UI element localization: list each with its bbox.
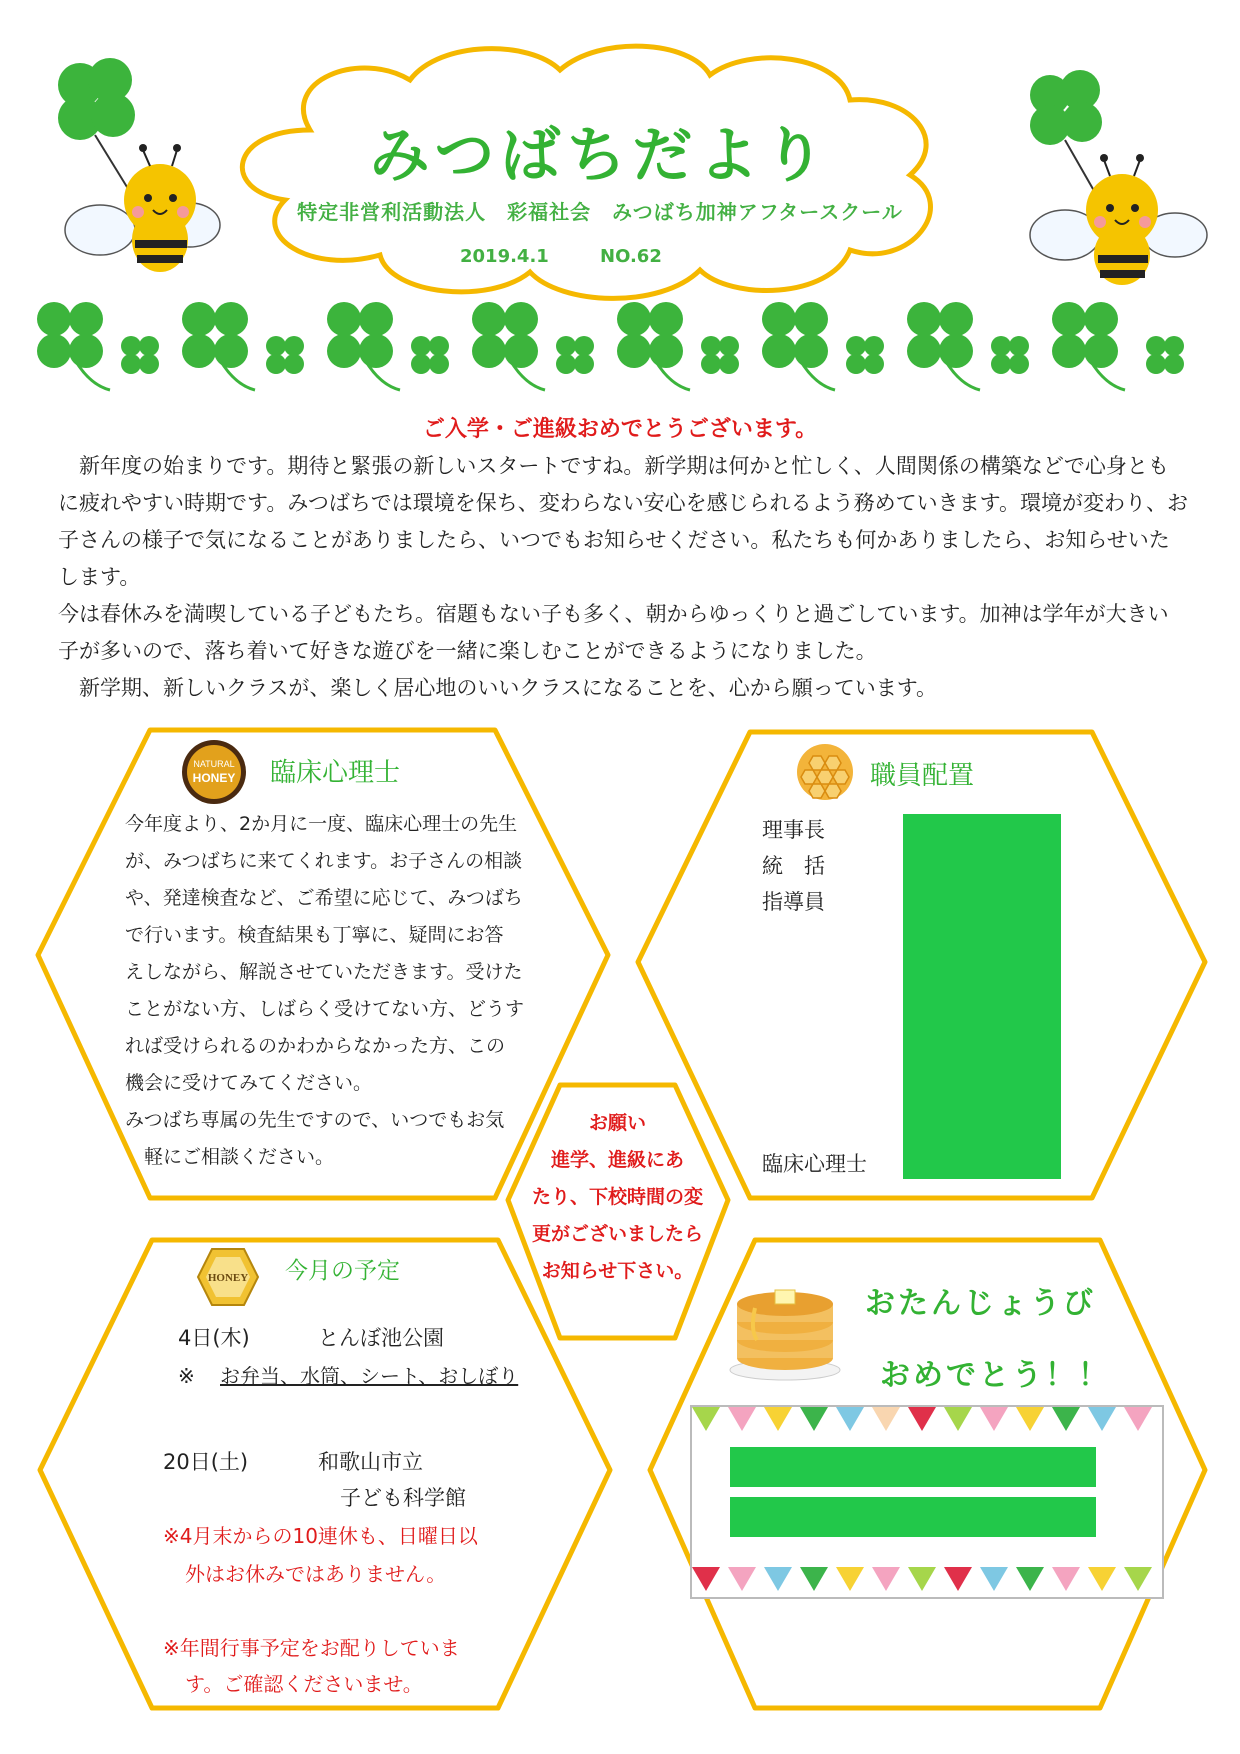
schedule-note: 外はお休みではありません。	[185, 1562, 447, 1586]
event-day: 20日(土)	[163, 1450, 249, 1474]
text-line: が、みつばちに来てくれます。お子さんの相談	[125, 850, 523, 872]
svg-text:HONEY: HONEY	[207, 1272, 249, 1284]
psychologist-heading: 臨床心理士	[270, 758, 401, 788]
bunting-bottom	[692, 1567, 1158, 1597]
pancake-icon	[725, 1270, 845, 1385]
request-title: お願い	[588, 1112, 646, 1134]
newsletter-title: みつばちだより	[369, 121, 831, 191]
staff-role: 理事長	[762, 818, 825, 842]
schedule-heading: 今月の予定	[285, 1258, 400, 1284]
birthday-greeting-line1: おたんじょうび	[865, 1286, 1096, 1321]
text-line: 機会に受けてみてください。	[125, 1072, 373, 1094]
text-line: ことがない方、しばらく受けてない方、どうす	[125, 998, 525, 1020]
birthday-greeting-line2: おめでとう！！	[880, 1358, 1111, 1393]
event-note: お弁当、水筒、シート、おしぼり	[220, 1364, 519, 1388]
text-line: みつばち専属の先生ですので、いつでもお気	[125, 1109, 505, 1131]
honey-badge-icon	[180, 738, 248, 806]
event-day: 4日(木)	[178, 1326, 250, 1350]
issue-date: 2019.4.1	[460, 246, 549, 267]
staff-heading: 職員配置	[870, 761, 975, 791]
schedule-note: ※4月末からの10連休も、日曜日以	[163, 1524, 478, 1548]
text-line: れば受けられるのかわからなかった方、この	[125, 1035, 506, 1057]
event-place: 和歌山市立	[318, 1450, 423, 1474]
request-note	[515, 1105, 720, 1290]
honeycomb-icon	[795, 742, 855, 802]
intro-paragraph: 今は春休みを満喫している子どもたち。宿題もない子も多く、朝からゆっくりと過ごしています。加神は学年が大きい子が多いので、落ち着いて好きな遊びを一緒に楽しむことができるようになりました。	[58, 602, 1169, 663]
staff-role: 指導員	[762, 890, 825, 914]
staff-role: 統 括	[762, 854, 825, 878]
svg-text:NATURAL: NATURAL	[193, 759, 235, 769]
organization-name: 特定非営利活動法人 彩福社会 みつばち加神アフタースクール	[297, 200, 903, 224]
text-line: で行います。検査結果も丁寧に、疑問にお答	[125, 924, 504, 946]
issue-number: NO.62	[600, 246, 662, 267]
schedule-note: ※年間行事予定をお配りしていま	[163, 1636, 460, 1660]
greeting-headline: ご入学・ご進級おめでとうございます。	[422, 417, 818, 442]
intro-paragraph: 新年度の始まりです。期待と緊張の新しいスタートですね。新学期は何かと忙しく、人間関係の構築などで心身ともに疲れやすい時期です。みつばちでは環境を保ち、変わらない安心を感じられるよう務めていきます。環境が変わり、お子さんの様子で気になることがありましたら、いつでもお知らせください。私たちも何かありましたら、お知らせいたします。	[58, 454, 1189, 589]
text-line: や、発達検査など、ご希望に応じて、みつばち	[125, 887, 523, 909]
psychologist-text	[125, 806, 545, 1176]
svg-text:HONEY: HONEY	[192, 771, 236, 785]
request-line: 進学、進級にあ	[550, 1149, 684, 1171]
redacted-birthday-name	[730, 1497, 1096, 1537]
intro-paragraph: 新学期、新しいクラスが、楽しく居心地のいいクラスになることを、心から願っています。	[58, 676, 938, 700]
redacted-birthday-name	[730, 1447, 1096, 1487]
request-line: たり、下校時間の変	[531, 1186, 703, 1208]
event-place: とんぼ池公園	[318, 1326, 444, 1350]
request-line: 更がございましたら	[531, 1223, 703, 1245]
bunting-top	[692, 1407, 1158, 1437]
text-line: 今年度より、2か月に一度、臨床心理士の先生	[125, 813, 518, 835]
redacted-staff-names	[903, 814, 1061, 1179]
schedule-note: す。ご確認くださいませ。	[185, 1672, 423, 1696]
request-line: お知らせ下さい。	[541, 1260, 694, 1282]
text-line: えしながら、解説させていただきます。受けた	[125, 961, 523, 983]
event-note-mark: ※	[178, 1364, 195, 1388]
honey-jar-icon	[196, 1245, 260, 1309]
event-place: 子ども科学館	[340, 1486, 466, 1510]
text-line: 軽にご相談ください。	[125, 1146, 335, 1168]
staff-role: 臨床心理士	[762, 1152, 867, 1176]
